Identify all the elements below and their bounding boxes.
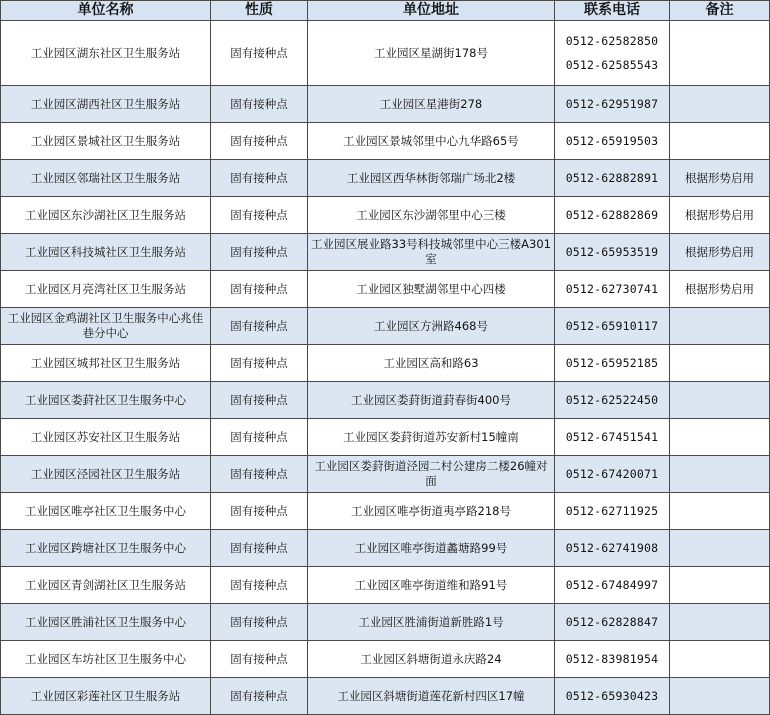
table-row bbox=[1, 382, 770, 419]
cell-type: 固有接种点 bbox=[211, 345, 308, 382]
cell-type: 固有接种点 bbox=[211, 86, 308, 123]
table-row bbox=[1, 493, 770, 530]
cell-note: 根据形势启用 bbox=[670, 160, 770, 197]
cell-phone bbox=[555, 21, 670, 86]
cell-note bbox=[670, 493, 770, 530]
cell-type: 固有接种点 bbox=[211, 123, 308, 160]
cell-type: 固有接种点 bbox=[211, 493, 308, 530]
header-note: 备注 bbox=[670, 1, 770, 21]
cell-name: 工业园区东沙湖社区卫生服务站 bbox=[1, 197, 211, 234]
cell-address: 工业园区唯亭街道夷亭路218号 bbox=[308, 493, 555, 530]
cell-type: 固有接种点 bbox=[211, 567, 308, 604]
cell-phone: 0512-62951987 bbox=[555, 86, 670, 123]
cell-phone: 0512-62741908 bbox=[555, 530, 670, 567]
cell-name: 工业园区湖东社区卫生服务站 bbox=[1, 21, 211, 86]
table-row bbox=[1, 197, 770, 234]
cell-phone: 0512-62882869 bbox=[555, 197, 670, 234]
cell-name: 工业园区娄葑社区卫生服务中心 bbox=[1, 382, 211, 419]
cell-note bbox=[670, 86, 770, 123]
cell-note bbox=[670, 641, 770, 678]
cell-note bbox=[670, 419, 770, 456]
header-phone: 联系电话 bbox=[555, 1, 670, 21]
cell-name: 工业园区青剑湖社区卫生服务站 bbox=[1, 567, 211, 604]
cell-address: 工业园区东沙湖邻里中心三楼 bbox=[308, 197, 555, 234]
cell-address: 工业园区方洲路468号 bbox=[308, 308, 555, 345]
cell-address: 工业园区高和路63 bbox=[308, 345, 555, 382]
cell-note bbox=[670, 308, 770, 345]
cell-phone: 0512-65952185 bbox=[555, 345, 670, 382]
cell-name: 工业园区景城社区卫生服务站 bbox=[1, 123, 211, 160]
cell-name: 工业园区唯亭社区卫生服务中心 bbox=[1, 493, 211, 530]
cell-phone: 0512-65919503 bbox=[555, 123, 670, 160]
table-row bbox=[1, 678, 770, 715]
cell-type: 固有接种点 bbox=[211, 271, 308, 308]
cell-note: 根据形势启用 bbox=[670, 197, 770, 234]
cell-phone: 0512-62882891 bbox=[555, 160, 670, 197]
cell-phone: 0512-65910117 bbox=[555, 308, 670, 345]
cell-phone: 0512-65953519 bbox=[555, 234, 670, 271]
cell-note bbox=[670, 123, 770, 160]
cell-address: 工业园区独墅湖邻里中心四楼 bbox=[308, 271, 555, 308]
cell-note bbox=[670, 567, 770, 604]
table-row bbox=[1, 86, 770, 123]
cell-type: 固有接种点 bbox=[211, 234, 308, 271]
cell-name: 工业园区金鸡湖社区卫生服务中心兆佳巷分中心 bbox=[1, 308, 211, 345]
cell-phone: 0512-67451541 bbox=[555, 419, 670, 456]
table-row bbox=[1, 641, 770, 678]
cell-name: 工业园区车坊社区卫生服务中心 bbox=[1, 641, 211, 678]
table-row bbox=[1, 308, 770, 345]
header-name: 单位名称 bbox=[1, 1, 211, 21]
table-row bbox=[1, 271, 770, 308]
cell-note bbox=[670, 21, 770, 86]
cell-note bbox=[670, 604, 770, 641]
table-row bbox=[1, 530, 770, 567]
cell-name: 工业园区湖西社区卫生服务站 bbox=[1, 86, 211, 123]
cell-type: 固有接种点 bbox=[211, 604, 308, 641]
cell-phone: 0512-67484997 bbox=[555, 567, 670, 604]
cell-note bbox=[670, 678, 770, 715]
table-row bbox=[1, 123, 770, 160]
cell-phone: 0512-65930423 bbox=[555, 678, 670, 715]
cell-address: 工业园区胜浦街道新胜路1号 bbox=[308, 604, 555, 641]
cell-note bbox=[670, 345, 770, 382]
cell-phone: 0512-67420071 bbox=[555, 456, 670, 493]
cell-name: 工业园区城邦社区卫生服务站 bbox=[1, 345, 211, 382]
cell-note bbox=[670, 382, 770, 419]
cell-address: 工业园区星港街278 bbox=[308, 86, 555, 123]
cell-type: 固有接种点 bbox=[211, 419, 308, 456]
cell-note bbox=[670, 456, 770, 493]
cell-name: 工业园区科技城社区卫生服务站 bbox=[1, 234, 211, 271]
table-row bbox=[1, 234, 770, 271]
cell-name: 工业园区胜浦社区卫生服务中心 bbox=[1, 604, 211, 641]
cell-address: 工业园区唯亭街道维和路91号 bbox=[308, 567, 555, 604]
cell-type: 固有接种点 bbox=[211, 160, 308, 197]
header-type: 性质 bbox=[211, 1, 308, 21]
table-body bbox=[1, 21, 770, 715]
cell-address: 工业园区斜塘街道莲花新村四区17幢 bbox=[308, 678, 555, 715]
cell-phone: 0512-62522450 bbox=[555, 382, 670, 419]
table-row bbox=[1, 345, 770, 382]
table-row bbox=[1, 21, 770, 86]
cell-phone: 0512-62711925 bbox=[555, 493, 670, 530]
cell-type: 固有接种点 bbox=[211, 21, 308, 86]
cell-address: 工业园区娄葑街道葑春街400号 bbox=[308, 382, 555, 419]
cell-address: 工业园区西华林街邻瑞广场北2楼 bbox=[308, 160, 555, 197]
cell-type: 固有接种点 bbox=[211, 530, 308, 567]
cell-address: 工业园区景城邻里中心九华路65号 bbox=[308, 123, 555, 160]
cell-address: 工业园区娄葑街道泾园二村公建房二楼26幢对面 bbox=[308, 456, 555, 493]
cell-name: 工业园区月亮湾社区卫生服务站 bbox=[1, 271, 211, 308]
cell-address: 工业园区斜塘街道永庆路24 bbox=[308, 641, 555, 678]
table-row bbox=[1, 604, 770, 641]
cell-type: 固有接种点 bbox=[211, 678, 308, 715]
table-row bbox=[1, 567, 770, 604]
cell-name: 工业园区邻瑞社区卫生服务站 bbox=[1, 160, 211, 197]
cell-note: 根据形势启用 bbox=[670, 271, 770, 308]
cell-address: 工业园区娄葑街道苏安新村15幢南 bbox=[308, 419, 555, 456]
cell-type: 固有接种点 bbox=[211, 382, 308, 419]
cell-phone: 0512-62828847 bbox=[555, 604, 670, 641]
table-row bbox=[1, 160, 770, 197]
phone-line-2: 0512-62585543 bbox=[565, 58, 659, 72]
cell-address: 工业园区展业路33号科技城邻里中心三楼A301室 bbox=[308, 234, 555, 271]
cell-note bbox=[670, 530, 770, 567]
phone-line-1: 0512-62582850 bbox=[565, 34, 659, 48]
table-row bbox=[1, 456, 770, 493]
cell-name: 工业园区跨塘社区卫生服务中心 bbox=[1, 530, 211, 567]
cell-address: 工业园区唯亭街道蠡塘路99号 bbox=[308, 530, 555, 567]
cell-name: 工业园区泾园社区卫生服务站 bbox=[1, 456, 211, 493]
cell-phone: 0512-83981954 bbox=[555, 641, 670, 678]
cell-type: 固有接种点 bbox=[211, 456, 308, 493]
table-row bbox=[1, 419, 770, 456]
cell-type: 固有接种点 bbox=[211, 641, 308, 678]
cell-name: 工业园区苏安社区卫生服务站 bbox=[1, 419, 211, 456]
cell-type: 固有接种点 bbox=[211, 197, 308, 234]
cell-note: 根据形势启用 bbox=[670, 234, 770, 271]
cell-address: 工业园区星湖街178号 bbox=[308, 21, 555, 86]
cell-name: 工业园区彩莲社区卫生服务站 bbox=[1, 678, 211, 715]
cell-phone: 0512-62730741 bbox=[555, 271, 670, 308]
header-address: 单位地址 bbox=[308, 1, 555, 21]
cell-type: 固有接种点 bbox=[211, 308, 308, 345]
table-header-row bbox=[1, 1, 770, 21]
